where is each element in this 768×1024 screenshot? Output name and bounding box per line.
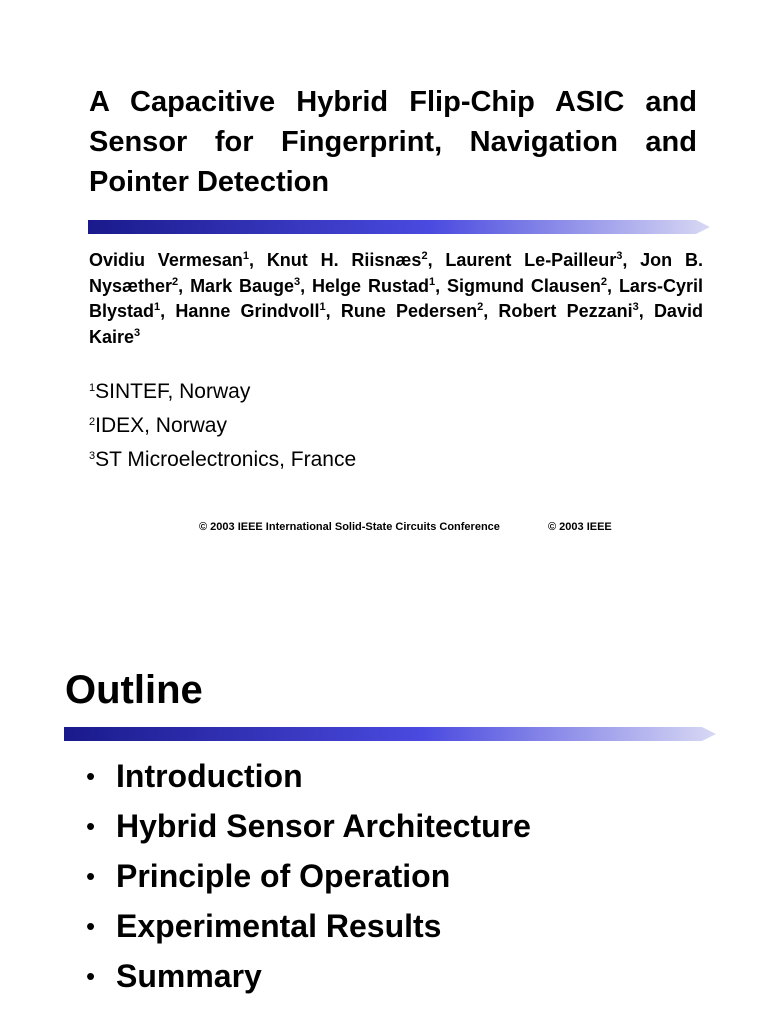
author-affiliation-number: 1 xyxy=(154,301,161,313)
author-name: Mark Bauge xyxy=(190,275,294,296)
author-affiliation-number: 2 xyxy=(172,275,179,288)
outline-item-label: Principle of Operation xyxy=(116,858,451,894)
author-name: Laurent Le-Pailleur xyxy=(445,250,617,270)
outline-item xyxy=(86,952,531,1002)
affiliation-3: $^3$ST Microelectronics, France xyxy=(89,448,357,471)
author-name: Helge Rustad xyxy=(312,275,429,296)
author-affiliation-number: 1 xyxy=(319,301,326,313)
author-list: Ovidiu Vermesan$^1$, Knut H. Riisnæs$^2$, Laurent Le-Pailleur$^3$, Jon B. Nysæther$^2$, Mark Bauge$^3$, Helge Rustad$^1$, Sigmund Clausen$^2$, Lars-Cyril Blystad$^1$, Hanne Grindvoll$^1$, Rune Pedersen$^2$, Robert Pezzani$^3$, David Kaire$^3$ xyxy=(89,250,703,347)
author-name: Ovidiu Vermesan xyxy=(89,250,243,270)
bullet-icon: • xyxy=(86,811,96,841)
author-affiliation-number: 1 xyxy=(428,275,436,288)
outline-list xyxy=(86,752,531,1002)
outline-item-label: Summary xyxy=(116,958,262,994)
author-name: Hanne Grindvoll xyxy=(175,301,320,321)
outline-item-label: Experimental Results xyxy=(116,908,442,944)
outline-item xyxy=(86,802,531,852)
author-affiliation-number: 2 xyxy=(421,250,428,262)
title-divider-bar xyxy=(88,220,710,234)
outline-item xyxy=(86,852,531,902)
author-affiliation-number: 2 xyxy=(600,275,608,288)
author-affiliation-number: 3 xyxy=(134,326,141,339)
bullet-icon: • xyxy=(86,861,96,891)
affiliation-1: $^1$SINTEF, Norway xyxy=(89,380,251,403)
author-name: David Kaire xyxy=(89,301,703,347)
author xyxy=(312,276,435,296)
outline-divider-bar xyxy=(64,727,716,741)
author-affiliation-number: 1 xyxy=(242,250,249,262)
author-affiliation-number: 3 xyxy=(294,275,301,288)
author xyxy=(190,276,300,296)
author-name: Robert Pezzani xyxy=(498,301,633,321)
author-affiliation-number: 3 xyxy=(616,250,623,262)
author xyxy=(175,301,325,321)
conference-footer: © 2003 IEEE International Solid-State Circuits Conference xyxy=(199,521,500,533)
author-name: Knut H. Riisnæs xyxy=(266,250,422,270)
bullet-icon: • xyxy=(86,961,96,991)
outline-title: Outline xyxy=(65,668,203,712)
author xyxy=(447,276,607,296)
author xyxy=(445,250,622,270)
affiliation-2: $^2$IDEX, Norway xyxy=(89,414,227,437)
author xyxy=(89,250,249,270)
author xyxy=(267,250,428,270)
copyright-footer: © 2003 IEEE xyxy=(548,521,612,533)
outline-item xyxy=(86,902,531,952)
bullet-icon: • xyxy=(86,911,96,941)
outline-item-label: Hybrid Sensor Architecture xyxy=(116,808,531,844)
author-name: Jon B. Nysæther xyxy=(89,250,703,296)
author-affiliation-number: 2 xyxy=(477,301,484,313)
paper-title: A Capacitive Hybrid Flip-Chip ASIC and Sensor for Fingerprint, Navigation and Pointer Detection xyxy=(89,86,697,198)
author xyxy=(498,301,638,321)
author-affiliation-number: 3 xyxy=(632,301,639,313)
author-name: Sigmund Clausen xyxy=(446,275,601,296)
bullet-icon: • xyxy=(86,761,96,791)
outline-item-label: Introduction xyxy=(116,758,303,794)
author xyxy=(341,301,483,321)
author-name: Rune Pedersen xyxy=(340,301,478,321)
outline-item xyxy=(86,752,531,802)
author-name: Lars-Cyril Blystad xyxy=(89,275,703,321)
